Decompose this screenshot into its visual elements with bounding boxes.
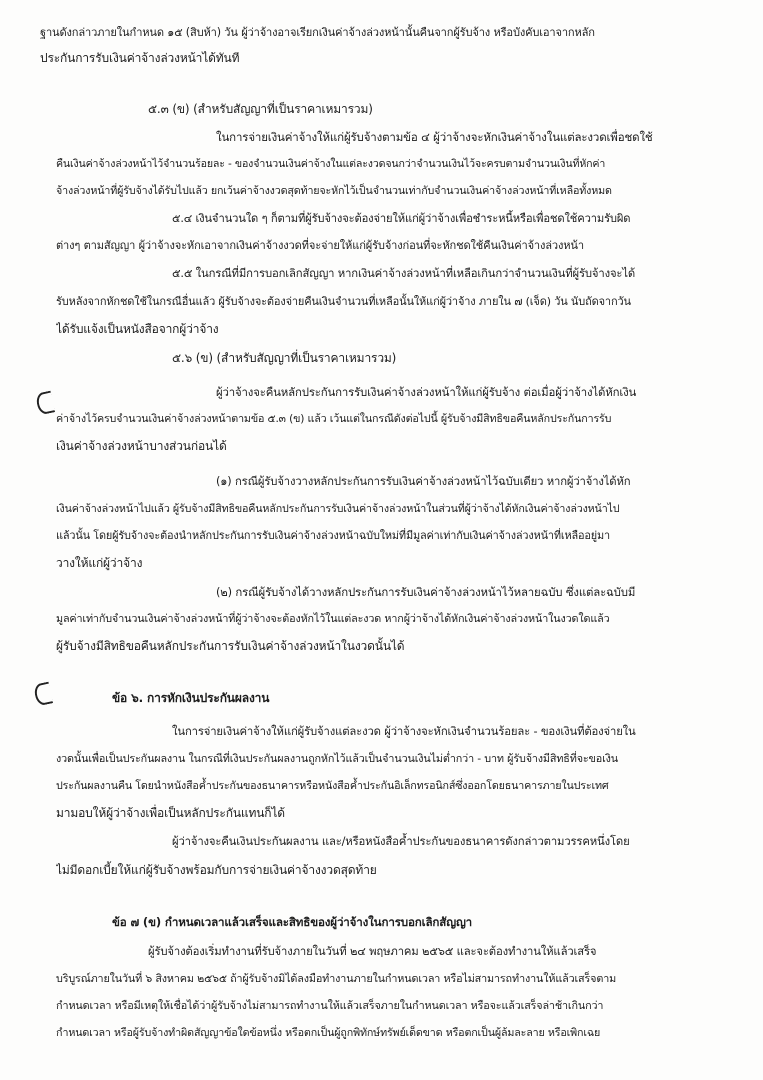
margin-mark-icon — [35, 391, 55, 416]
body-text-line: ๕.๔ เงินจำนวนใด ๆ ก็ตามที่ผู้รับจ้างจะต้องจ่ายให้แก่ผู้ว่าจ้างเพื่อชำระหนี้หรือเพื่อชดใช้ความรับผิด — [172, 212, 631, 225]
section-heading: ข้อ ๖. การหักเงินประกันผลงาน — [112, 691, 270, 705]
body-text-line: มูลค่าเท่ากับจำนวนเงินค่าจ้างล่วงหน้าที่ผู้ว่าจ้างจะต้องหักไว้ในแต่ละงวด หากผู้ว่าจ้างได้หักเงินค่าจ้างล่วงหน้าในงวดใดแล้ว — [56, 612, 610, 625]
body-text-line: กำหนดเวลา หรือมีเหตุให้เชื่อได้ว่าผู้รับจ้างไม่สามารถทำงานให้แล้วเสร็จภายในกำหนดเวลา หรือจะแล้วเสร็จล่าช้าเกินกว่า — [56, 999, 604, 1012]
body-text-line: รับหลังจากหักชดใช้ในกรณีอื่นแล้ว ผู้รับจ้างจะต้องจ่ายคืนเงินจำนวนที่เหลือนั้นให้แก่ผู้ว่าจ้าง ภายใน ๗ (เจ็ด) วัน นับถัดจากวัน — [56, 295, 631, 308]
clause-heading: ๕.๖ (ข) (สำหรับสัญญาที่เป็นราคาเหมารวม) — [172, 351, 397, 365]
body-text-line: บริบูรณ์ภายในวันที่ ๖ สิงหาคม ๒๕๖๕ ถ้าผู้รับจ้างมิได้ลงมือทำงานภายในกำหนดเวลา หรือไม่สามารถทำงานให้แล้วเสร็จตาม — [56, 972, 617, 985]
body-text-line: ผู้ว่าจ้างจะคืนเงินประกันผลงาน และ/หรือหนังสือค้ำประกันของธนาคารดังกล่าวตามวรรคหนึ่งโดย — [172, 835, 630, 848]
body-text-line: (๒) กรณีผู้รับจ้างได้วางหลักประกันการรับเงินค่าจ้างล่วงหน้าไว้หลายฉบับ ซึ่งแต่ละฉบับมี — [216, 585, 636, 599]
body-text-line: วางให้แก่ผู้ว่าจ้าง — [56, 556, 143, 570]
body-text-line: งวดนั้นเพื่อเป็นประกันผลงาน ในกรณีที่เงินประกันผลงานถูกหักไว้แล้วเป็นจำนวนเงินไม่ต่ำกว่า - บาท ผู้รับจ้างมีสิทธิที่จะขอเงิน — [56, 752, 618, 765]
clause-heading: ๕.๓ (ข) (สำหรับสัญญาที่เป็นราคาเหมารวม) — [148, 102, 373, 116]
body-text-line: ได้รับแจ้งเป็นหนังสือจากผู้ว่าจ้าง — [56, 322, 219, 336]
margin-mark-icon — [33, 682, 53, 707]
body-text-line: เงินค่าจ้างล่วงหน้าบางส่วนก่อนได้ — [56, 439, 227, 453]
body-text-line: กำหนดเวลา หรือผู้รับจ้างทำผิดสัญญาข้อใดข้อหนึ่ง หรือตกเป็นผู้ถูกพิทักษ์ทรัพย์เด็ดขาด หรือตกเป็นผู้ล้มละลาย หรือเพิกเฉย — [56, 1026, 601, 1039]
body-text-line: เงินค่าจ้างล่วงหน้าไปแล้ว ผู้รับจ้างมีสิทธิขอคืนหลักประกันการรับเงินค่าจ้างล่วงหน้าในส่วนที่ผู้ว่าจ้างได้หักเงินค่าจ้างล่วงหน้าไป — [56, 502, 620, 515]
body-text-line: คืนเงินค่าจ้างล่วงหน้าไว้จำนวนร้อยละ - ของจำนวนเงินค่าจ้างในแต่ละงวดจนกว่าจำนวนเงินไว้จะครบตามจำนวนเงินที่หักค่า — [56, 158, 606, 170]
body-text-line: ฐานดังกล่าวภายในกำหนด ๑๕ (สิบห้า) วัน ผู้ว่าจ้างอาจเรียกเงินค่าจ้างล่วงหน้านั้นคืนจากผู้รับจ้าง หรือบังคับเอาจากหลัก — [40, 26, 595, 39]
body-text-line: ประกันผลงานคืน โดยนำหนังสือค้ำประกันของธนาคารหรือหนังสือค้ำประกันอิเล็กทรอนิกส์ซึ่งออกโดยธนาคารภายในประเทศ — [56, 779, 609, 792]
section-heading: ข้อ ๗ (ข) กำหนดเวลาแล้วเสร็จและสิทธิของผู้ว่าจ้างในการบอกเลิกสัญญา — [112, 915, 473, 929]
body-text-line: แล้วนั้น โดยผู้รับจ้างจะต้องนำหลักประกันการรับเงินค่าจ้างล่วงหน้าฉบับใหม่ที่มีมูลค่าเท่ากับเงินค่าจ้างล่วงหน้าที่เหลืออยู่มา — [56, 529, 611, 542]
body-text-line: ผู้ว่าจ้างจะคืนหลักประกันการรับเงินค่าจ้างล่วงหน้าให้แก่ผู้รับจ้าง ต่อเมื่อผู้ว่าจ้างได้หักเงิน — [216, 385, 637, 399]
body-text-line: ไม่มีดอกเบี้ยให้แก่ผู้รับจ้างพร้อมกับการจ่ายเงินค่าจ้างงวดสุดท้าย — [56, 863, 377, 877]
body-text-line: จ้างล่วงหน้าที่ผู้รับจ้างได้รับไปแล้ว ยกเว้นค่าจ้างงวดสุดท้ายจะหักไว้เป็นจำนวนเท่ากับจำนวนเงินค่าจ้างล่วงหน้าที่เหลือทั้งหมด — [56, 184, 612, 197]
body-text-line: มามอบให้ผู้ว่าจ้างเพื่อเป็นหลักประกันแทนก็ได้ — [56, 806, 285, 820]
body-text-line: ในการจ่ายเงินค่าจ้างให้แก่ผู้รับจ้างแต่ละงวด ผู้ว่าจ้างจะหักเงินจำนวนร้อยละ - ของเงินที่ต้องจ่ายใน — [172, 725, 636, 738]
body-text-line: ในการจ่ายเงินค่าจ้างให้แก่ผู้รับจ้างตามข้อ ๔ ผู้ว่าจ้างจะหักเงินค่าจ้างในแต่ละงวดเพื่อชดใช้ — [216, 130, 653, 144]
body-text-line: ค่าจ้างไว้ครบจำนวนเงินค่าจ้างล่วงหน้าตามข้อ ๕.๓ (ข) แล้ว เว้นแต่ในกรณีดังต่อไปนี้ ผู้รับจ้างมีสิทธิขอคืนหลักประกันการรับ — [56, 412, 612, 425]
body-text-line: ผู้รับจ้างต้องเริ่มทำงานที่รับจ้างภายในวันที่ ๒๔ พฤษภาคม ๒๕๖๕ และจะต้องทำงานให้แล้วเสร็จ — [148, 945, 597, 958]
body-text-line: ผู้รับจ้างมีสิทธิขอคืนหลักประกันการรับเงินค่าจ้างล่วงหน้าในงวดนั้นได้ — [56, 639, 405, 653]
body-text-line: (๑) กรณีผู้รับจ้างวางหลักประกันการรับเงินค่าจ้างล่วงหน้าไว้ฉบับเดียว หากผู้ว่าจ้างได้หัก — [216, 475, 631, 488]
body-text-line: ต่างๆ ตามสัญญา ผู้ว่าจ้างจะหักเอาจากเงินค่าจ้างงวดที่จะจ่ายให้แก่ผู้รับจ้างก่อนที่จะหักชดใช้คืนเงินค่าจ้างล่วงหน้า — [56, 239, 584, 252]
body-text-line: ๕.๕ ในกรณีที่มีการบอกเลิกสัญญา หากเงินค่าจ้างล่วงหน้าที่เหลือเกินกว่าจำนวนเงินที่ผู้รับจ้างจะได้ — [172, 267, 636, 280]
body-text-line: ประกันการรับเงินค่าจ้างล่วงหน้าได้ทันที — [40, 51, 240, 65]
